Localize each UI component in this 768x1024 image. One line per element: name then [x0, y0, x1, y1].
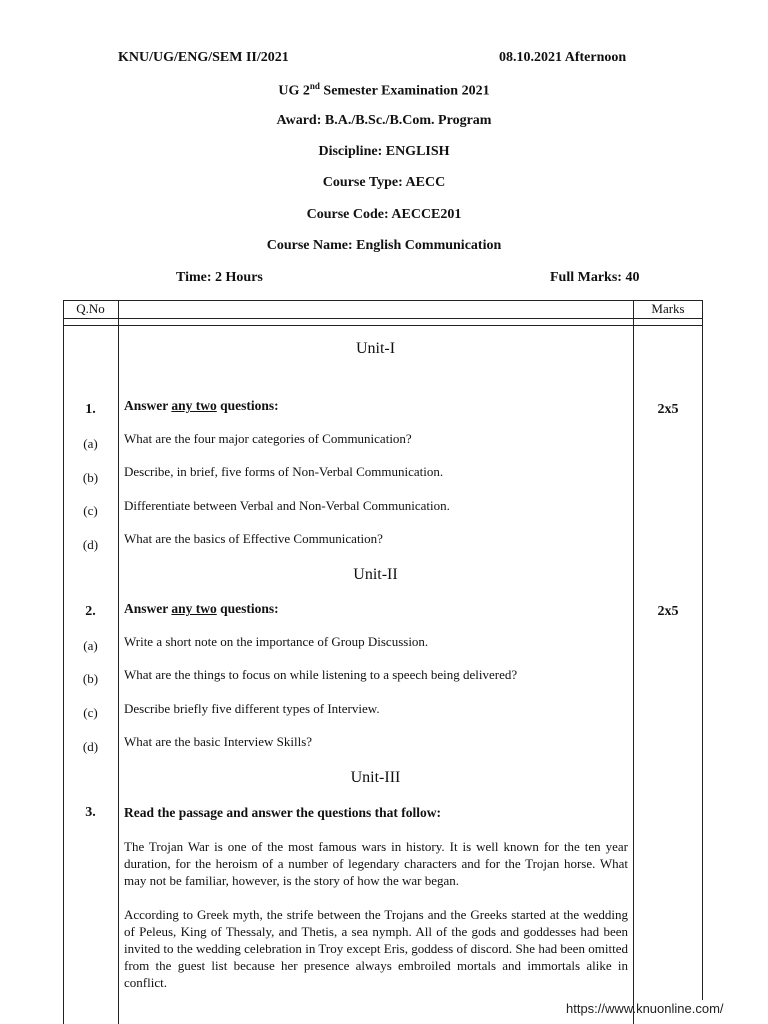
question-number-2: 2. [85, 604, 96, 619]
question-2d-text: What are the basic Interview Skills? [124, 734, 313, 749]
question-2b-label: (b) [82, 671, 99, 686]
passage-paragraph-2: According to Greek myth, the strife between the Trojans and the Greeks started at the wedding of Peleus, King of Thessaly, and Thetis, a sea nymph. All of the gods and goddesses had been invited to the wedding celebration in Troy except Eris, goddess of discord. She had been omitted from the guest list because her presence always embroiled mortals and immortals alike in conflict. [124, 907, 628, 990]
question-2c-text: Describe briefly five different types of Interview. [124, 701, 380, 716]
full-marks-line: Full Marks: 40 [550, 270, 640, 285]
question-2a-label: (a) [83, 638, 98, 653]
unit-2-title: Unit-II [353, 566, 398, 583]
award-line: Award: B.A./B.Sc./B.Com. Program [276, 113, 492, 128]
question-2b-text: What are the things to focus on while listening to a speech being delivered? [124, 667, 518, 682]
table-col-divider-1 [118, 300, 119, 1024]
footer-url: https://www.knuonline.com/ [566, 1001, 724, 1016]
exam-date: 08.10.2021 Afternoon [499, 50, 627, 65]
marks-column-header: Marks [651, 301, 685, 316]
exam-title: UG 2nd Semester Examination 2021 [278, 81, 490, 99]
question-1d-label: (d) [82, 537, 99, 552]
course-type-line: Course Type: AECC [322, 175, 446, 190]
question-1-instruction: Answer any two questions: [124, 398, 279, 413]
question-2-instruction: Answer any two questions: [124, 601, 279, 616]
question-1c-text: Differentiate between Verbal and Non-Verbal Communication. [124, 498, 450, 513]
question-1-marks: 2x5 [657, 402, 679, 417]
table-header-divider [63, 318, 703, 319]
discipline-line: Discipline: ENGLISH [318, 144, 450, 159]
question-number-1: 1. [85, 402, 96, 417]
question-1b-text: Describe, in brief, five forms of Non-Verbal Communication. [124, 464, 444, 479]
question-1d-text: What are the basics of Effective Communication? [124, 531, 383, 546]
question-1b-label: (b) [82, 470, 99, 485]
qno-column-header: Q.No [76, 301, 105, 316]
paper-code: KNU/UG/ENG/SEM II/2021 [118, 50, 289, 65]
question-number-3: 3. [85, 805, 96, 820]
question-2a-text: Write a short note on the importance of Group Discussion. [124, 634, 429, 649]
question-2d-label: (d) [82, 739, 99, 754]
course-code-line: Course Code: AECCE201 [306, 207, 462, 222]
table-body-top-border [63, 325, 703, 326]
unit-3-title: Unit-III [350, 769, 401, 786]
table-top-border [63, 300, 703, 301]
unit-1-title: Unit-I [355, 340, 396, 357]
passage-paragraph-1: The Trojan War is one of the most famous wars in history. It is well known for the ten year duration, for the heroism of a number of legendary characters and for the Trojan horse. What may not be familiar, however, is the story of how the war began. [124, 839, 628, 888]
question-3-instruction: Read the passage and answer the questions that follow: [124, 805, 442, 820]
question-2c-label: (c) [83, 705, 98, 720]
question-1a-label: (a) [83, 436, 98, 451]
course-name-line: Course Name: English Communication [266, 238, 502, 253]
time-line: Time: 2 Hours [176, 270, 263, 285]
question-1c-label: (c) [83, 503, 98, 518]
question-1a-text: What are the four major categories of Communication? [124, 431, 412, 446]
question-2-marks: 2x5 [657, 604, 679, 619]
